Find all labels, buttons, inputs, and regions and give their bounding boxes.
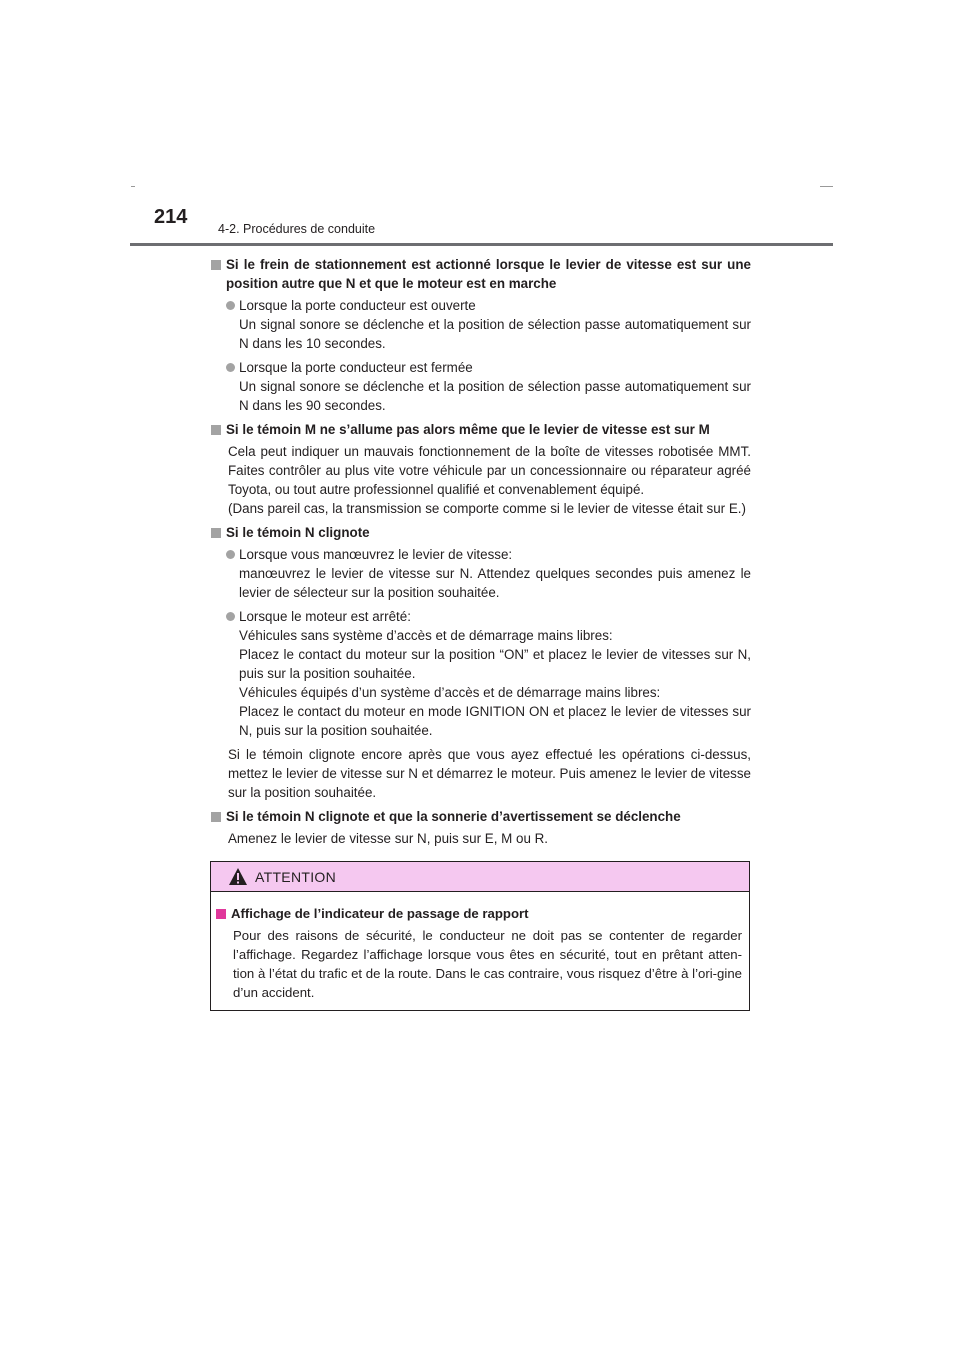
bullet-dot-icon [226,363,235,372]
bullet-item: Lorsque la porte conducteur est ouverte Un signal sonore se déclenche et la position de sélection passe automatiquement sur N dans les 10 secondes. [211,296,751,353]
crop-mark-left [131,186,135,187]
paragraph: Cela peut indiquer un mauvais fonctionnement de la boîte de vitesses robotisée MMT. Faites contrôler au plus vite votre véhicule par un concessionnaire ou réparateur agréé Toyota, ou tout autre professionnel qualifié et convenablement équipé. (Dans pareil cas, la transmission se comporte comme si le levier de vitesse était sur E.) [228,444,751,516]
bullet-item: Lorsque le moteur est arrêté: Véhicules sans système d’accès et de démarrage mains libres: Placez le contact du moteur sur la position “ON” et placez le levier de vitesses sur N, puis sur la position souhaitée. Véhicules équipés d’un système d’accès et de démarrage mains libres: Placez le contact du moteur en mode IGNITION ON et placez le levier de vitesses sur N, puis sur la position souhaitée. [211,607,751,740]
crop-mark-right [820,186,833,187]
section-heading: Si le témoin M ne s’allume pas alors même que le levier de vitesse est sur M [211,420,751,439]
section-heading: Si le témoin N clignote [211,523,751,542]
section-heading: Si le frein de stationnement est actionné lorsque le levier de vitesse est sur une position autre que N et que le moteur est en marche [211,255,751,293]
warning-text: Pour des raisons de sécurité, le conducteur ne doit pas se contenter de regarder l’affichage. Regardez l’affichage lorsque vous êtes en sécurité, tout en prêtant atten-tion à l’état du trafic et de la route. Dans le cas contraire, vous risquez d’être à l’ori-gine d’un accident. [233,928,742,1000]
heading-square-icon [211,528,221,538]
heading-square-icon [211,812,221,822]
warning-heading: Affichage de l’indicateur de passage de rapport [216,904,742,923]
main-content [211,255,751,853]
bullet-dot-icon [226,612,235,621]
bullet-item: Lorsque vous manœuvrez le levier de vitesse: manœuvrez le levier de vitesse sur N. Attendez quelques secondes puis amenez le levier de sélecteur sur la position souhaitée. [211,545,751,602]
header-rule [130,243,833,246]
warning-triangle-icon [228,867,248,886]
warning-box [210,861,750,1011]
heading-square-icon [211,425,221,435]
warning-body [216,904,742,1007]
bullet-dot-icon [226,301,235,310]
bullet-item: Lorsque la porte conducteur est fermée Un signal sonore se déclenche et la position de sélection passe automatiquement sur N dans les 90 secondes. [211,358,751,415]
warning-header [211,862,749,892]
warning-title: ATTENTION [255,869,336,885]
paragraph: Si le témoin clignote encore après que vous ayez effectué les opérations ci-dessus, mettez le levier de vitesse sur N et démarrez le moteur. Puis amenez le levier de vitesse sur la position souhaitée. [228,747,751,800]
section-heading: Si le témoin N clignote et que la sonnerie d’avertissement se déclenche [211,807,751,826]
bullet-dot-icon [226,550,235,559]
section-title: 4-2. Procédures de conduite [218,222,376,236]
paragraph: Amenez le levier de vitesse sur N, puis sur E, M ou R. [228,831,549,846]
heading-square-icon [216,909,226,919]
heading-square-icon [211,260,221,270]
page-number: 214 [154,206,188,228]
